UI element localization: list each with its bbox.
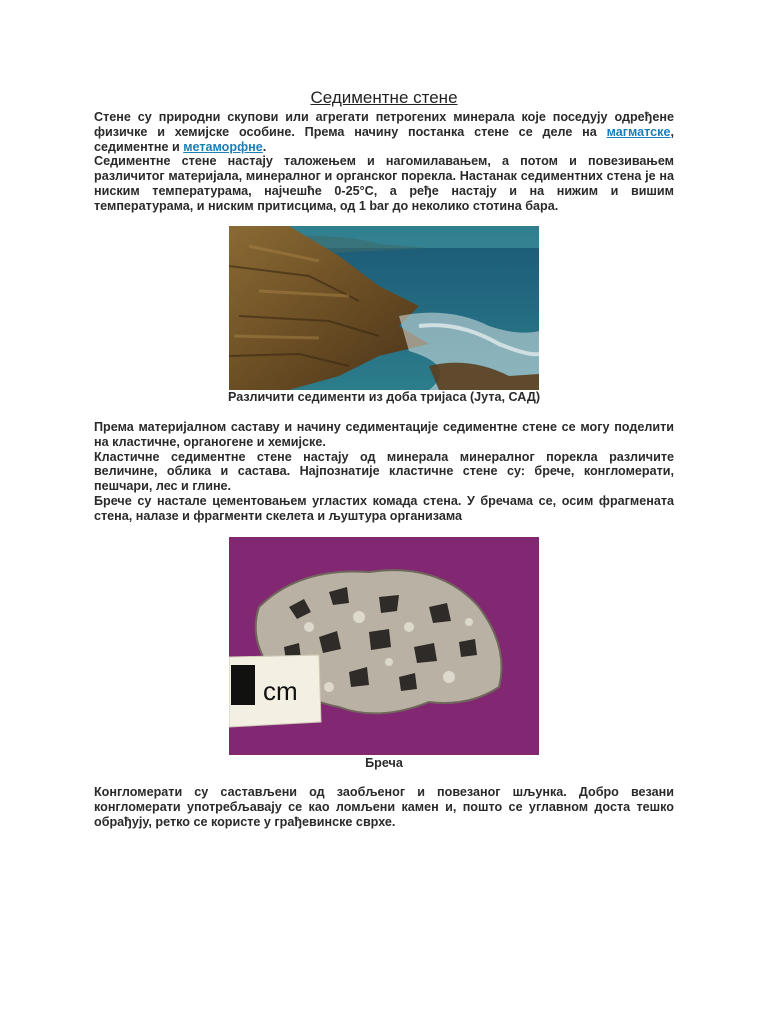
section3-text xyxy=(94,785,674,829)
section2-paragraph-2: Кластичне седиментне стене настају од минерала минералног порекла различите величине, облика и састава. Најпознатије кластичне стене су: брече, конгломерати, пешчари, лес и глине. xyxy=(94,449,674,494)
scale-label: cm xyxy=(263,676,298,706)
cliff-photo-image xyxy=(229,226,539,390)
link-metamorphic[interactable]: метаморфне xyxy=(183,139,263,154)
section2-paragraph-1: Према материјалном саставу и начину седиментације седиментне стене се могу поделити на кластичне, органогене и хемијске. xyxy=(94,420,674,449)
figure2-caption: Бреча xyxy=(365,756,403,770)
link-magmatic[interactable]: магматске xyxy=(606,124,671,139)
intro-paragraph-2: Седиментне стене настају таложењем и нагомилавањем, а потом и повезивањем различитог материјала, минералног и органског порекла. Настанак седиментних стена је на ниским температурама, најчешће 0-25°C, а ређе настају и на нижим и вишим температурама, и ниским притисцима, од 1 bar до неколико стотина бара. xyxy=(94,154,674,213)
section2-text xyxy=(94,420,674,524)
breccia-photo xyxy=(229,537,539,755)
breccia-photo-image xyxy=(229,537,539,755)
figure1-caption: Различити седименти из доба тријаса (Јута, САД) xyxy=(227,390,541,404)
section3-paragraph-1: Конгломерати су састављени од заобљеног и повезаног шљунка. Добро везани конгломерати употребљавају се као ломљени камен и, пошто се углавном доста тешко обрађују, ретко се користе у грађевинске сврхе. xyxy=(94,785,674,829)
intro-text xyxy=(94,110,674,214)
section2-paragraph-3: Брече су настале цементовањем угластих комада стена. У бречама се, осим фрагмената стена, налазе и фрагменти скелета и љуштура организама xyxy=(94,493,674,523)
cliff-photo xyxy=(229,226,539,390)
intro-paragraph-1: Стене су природни скупови или агрегати петрогених минерала које поседују одређене физичке и хемијске особине. Према начину постанка стене се деле на магматске, седиментне и метаморфне. xyxy=(94,110,674,154)
page-title: Седиментне стене xyxy=(310,88,458,107)
